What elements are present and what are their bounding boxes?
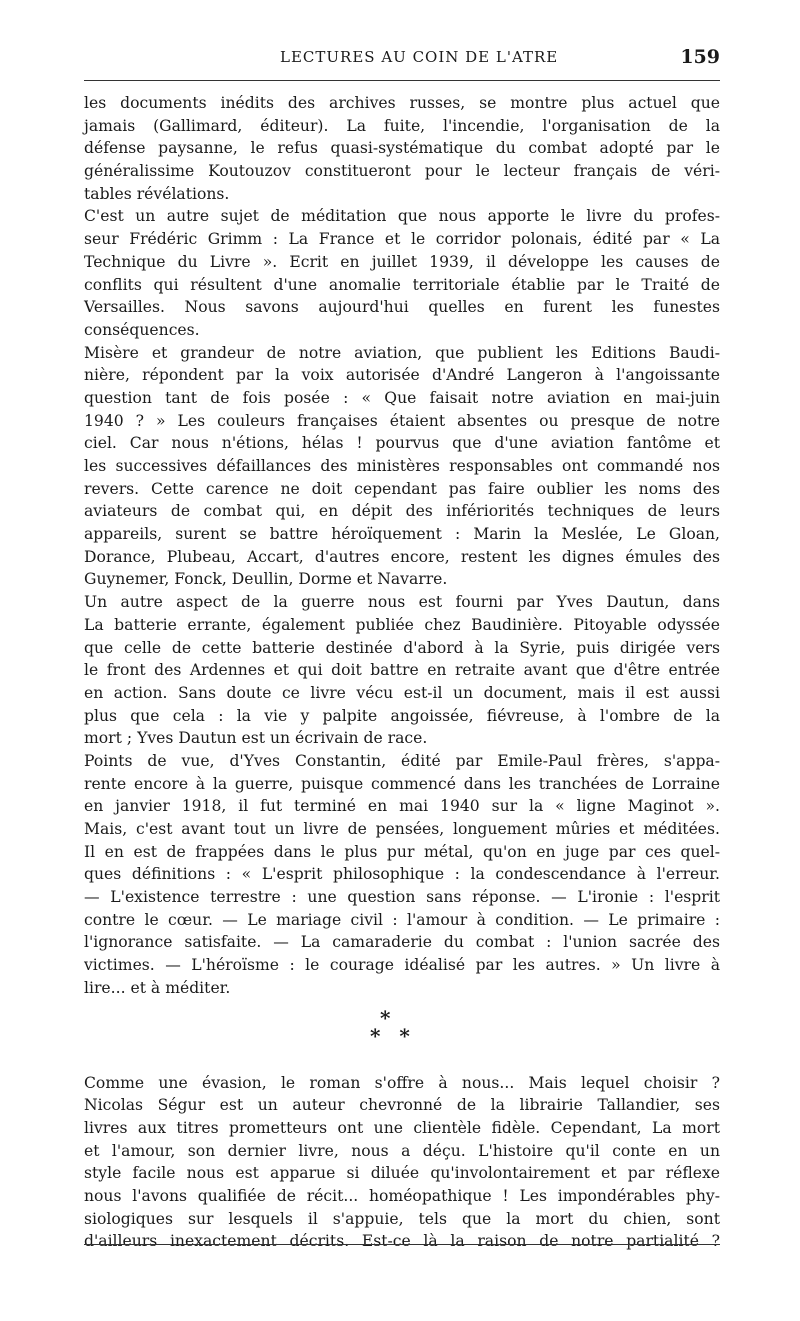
text-line: Guynemer, Fonck, Deullin, Dorme et Navarre.	[84, 570, 448, 589]
separator-stars: * *	[370, 1023, 416, 1048]
text-section-1	[84, 92, 720, 1000]
text-line: Points de vue, d'Yves Constantin, édité par Emile-Paul frères, s'appa-	[84, 751, 720, 770]
text-line: Misère et grandeur de notre aviation, que publient les Editions Baudi-	[84, 343, 720, 362]
text-line: Technique du Livre ». Ecrit en juillet 1939, il développe les causes de	[84, 252, 720, 271]
text-line: les documents inédits des archives russes, se montre plus actuel que	[84, 94, 720, 112]
text-line: rente encore à la guerre, puisque commencé dans les tranchées de Lorraine	[84, 774, 720, 793]
text-line: jamais (Gallimard, éditeur). La fuite, l'incendie, l'organisation de la	[84, 116, 720, 135]
text-line: livres aux titres prometteurs ont une clientèle fidèle. Cependant, La mort	[84, 1118, 720, 1137]
text-line: l'ignorance satisfaite. — La camaraderie du combat : l'union sacrée des	[84, 933, 720, 952]
text-line: Dorance, Plubeau, Accart, d'autres encore, restent les dignes émules des	[84, 547, 720, 566]
text-line: appareils, surent se battre héroïquement : Marin la Meslée, Le Gloan,	[84, 525, 720, 544]
separator-star: *	[380, 1005, 391, 1030]
text-line: nière, répondent par la voix autorisée d'André Langeron à l'angoissante	[84, 366, 720, 385]
text-line: d'ailleurs inexactement décrits. Est-ce là la raison de notre partialité ?	[84, 1232, 720, 1251]
text-line: mort ; Yves Dautun est un écrivain de race.	[84, 729, 428, 748]
text-line: question tant de fois posée : « Que faisait notre aviation en mai-juin	[84, 388, 720, 407]
text-line: contre le cœur. — Le mariage civil : l'amour à condition. — Le primaire :	[84, 910, 720, 929]
text-line: Il en est de frappées dans le plus pur métal, qu'on en juge par ces quel-	[84, 842, 720, 861]
text-line: style facile nous est apparue si diluée qu'involontairement et par réflexe	[84, 1164, 720, 1183]
text-line: La batterie errante, également publiée chez Baudinière. Pitoyable odyssée	[84, 615, 720, 634]
spacer	[84, 1054, 720, 1072]
text-line: le front des Ardennes et qui doit battre en retraite avant que d'être entrée	[84, 661, 720, 680]
text-line: nous l'avons qualifiée de récit... homéopathique ! Les impondérables phy-	[84, 1186, 720, 1205]
text-line: ciel. Car nous n'étions, hélas ! pourvus que d'une aviation fantôme et	[84, 434, 720, 453]
text-line: généralissime Koutouzov constitueront pour le lecteur français de véri-	[84, 162, 720, 181]
text-section-2	[84, 1072, 720, 1254]
text-line: aviateurs de combat qui, en dépit des infériorités techniques de leurs	[84, 502, 720, 521]
text-line: en action. Sans doute ce livre vécu est-il un document, mais il est aussi	[84, 683, 720, 702]
text-line: et l'amour, son dernier livre, nous a déçu. L'histoire qu'il conte en un	[84, 1141, 720, 1160]
text-line: tables révélations.	[84, 184, 230, 203]
text-line: seur Frédéric Grimm : La France et le corridor polonais, édité par « La	[84, 230, 720, 249]
text-line: conflits qui résultent d'une anomalie territoriale établie par le Traité de	[84, 275, 720, 294]
text-line: lire... et à méditer.	[84, 978, 231, 997]
text-line: Versailles. Nous savons aujourd'hui quelles en furent les funestes	[84, 298, 720, 317]
text-line: victimes. — L'héroïsme : le courage idéalisé par les autres. » Un livre à	[84, 956, 720, 975]
text-line: — L'existence terrestre : une question sans réponse. — L'ironie : l'esprit	[84, 888, 720, 907]
page-number: 159	[680, 46, 720, 68]
running-head	[84, 46, 720, 76]
page-body	[84, 92, 720, 1253]
text-line: les successives défaillances des ministères responsables ont commandé nos	[84, 457, 720, 475]
text-line: Un autre aspect de la guerre nous est fourni par Yves Dautun, dans	[84, 593, 720, 612]
text-line: siologiques sur lesquels il s'appuie, tels que la mort du chien, sont	[84, 1209, 720, 1228]
text-line: en janvier 1918, il fut terminé en mai 1940 sur la « ligne Maginot ».	[84, 797, 720, 816]
text-line: Mais, c'est avant tout un livre de pensées, longuement mûries et méditées.	[84, 820, 720, 838]
text-line: que celle de cette batterie destinée d'abord à la Syrie, puis dirigée vers	[84, 638, 720, 657]
text-line: Nicolas Ségur est un auteur chevronné de la librairie Tallandier, ses	[84, 1096, 720, 1115]
header-rule	[84, 80, 720, 81]
text-line: conséquences.	[84, 320, 200, 339]
section-separator	[84, 1000, 720, 1054]
text-line: revers. Cette carence ne doit cependant pas faire oublier les noms des	[84, 479, 720, 498]
text-line: défense paysanne, le refus quasi-systématique du combat adopté par le	[84, 139, 720, 158]
text-line: Comme une évasion, le roman s'offre à nous... Mais lequel choisir ?	[84, 1073, 720, 1092]
text-line: 1940 ? » Les couleurs françaises étaient absentes ou presque de notre	[84, 411, 720, 430]
text-line: ques définitions : « L'esprit philosophique : la condescendance à l'erreur.	[84, 865, 720, 884]
text-line: C'est un autre sujet de méditation que nous apporte le livre du profes-	[84, 207, 720, 226]
text-line: plus que cela : la vie y palpite angoissée, fiévreuse, à l'ombre de la	[84, 706, 720, 725]
footer-rule	[84, 1244, 720, 1245]
running-title: LECTURES AU COIN DE L'ATRE	[280, 48, 559, 66]
